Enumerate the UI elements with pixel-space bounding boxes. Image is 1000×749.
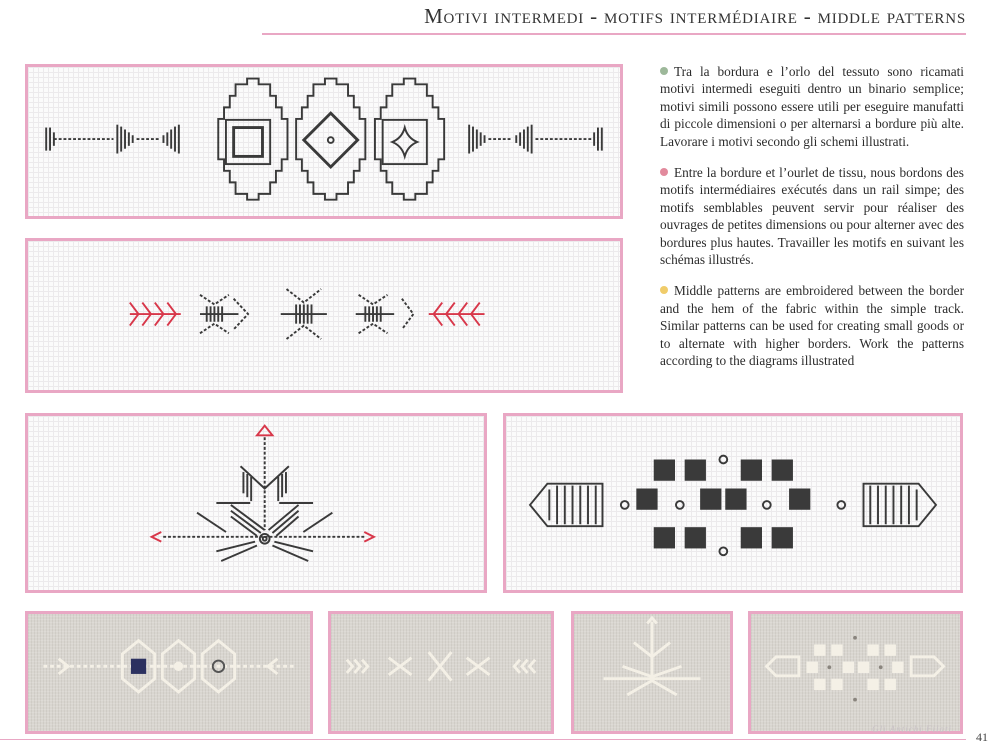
paragraph-italian-text: Tra la bordura e l’orlo del tessuto sono ricamati motivi intermedi eseguiti dentro un binario semplice; motivi simili possono essere utili per eseguire manufatti di piccole dimensioni o per alternarsi a bordure più alte. Lavorare i motivi secondo gli schemi illustrati. — [660, 64, 964, 149]
paragraph-french — [660, 164, 964, 268]
bullet-dot-green — [660, 67, 668, 75]
red-arrow-tips — [152, 426, 374, 542]
title-rule — [262, 33, 966, 35]
diamond-motif-center — [296, 79, 365, 200]
diamond-motif-right — [375, 79, 444, 200]
pattern-diagram-1 — [25, 64, 623, 219]
diagram-4-drawing — [506, 416, 960, 590]
flower-motif — [163, 437, 366, 561]
footer-rule — [0, 739, 966, 740]
photo-pattern-3 — [571, 611, 733, 734]
pattern-diagram-4 — [503, 413, 963, 593]
embroidery-photo-4 — [751, 614, 960, 731]
cross-motif-right — [356, 295, 414, 333]
photo-pattern-4 — [748, 611, 963, 734]
right-arrow-stitches — [469, 125, 602, 154]
embroidery-photo-1 — [28, 614, 310, 731]
paragraph-italian — [660, 63, 964, 150]
embroidery-photo-2 — [331, 614, 551, 731]
paragraph-french-text: Entre la bordure et l’ourlet de tissu, nous bordons des motifs intermédiaires exécutés dans un rail simpe; des motifs semblables peuvent servir pour réaliser des ouvrages de petites dimensions ou pour alterner avec des bordures plus hautes. Travailler les motifs en suivant les schémas illustrés. — [660, 165, 964, 268]
diagram-2-drawing — [28, 241, 620, 390]
pattern-diagram-2 — [25, 238, 623, 393]
paragraph-english-text: Middle patterns are embroidered between the border and the hem of the fabric within the simple track. Similar patterns can be used for creating small goods or to alternate with higher borders. Work the patterns according to the diagrams illustrated — [660, 283, 964, 369]
cross-motif-left — [200, 295, 248, 333]
cross-motif-center — [281, 289, 327, 339]
diamond-motif-left — [218, 79, 287, 200]
description-text — [660, 63, 964, 384]
left-arrow-stitches — [46, 125, 179, 154]
diagram-3-drawing — [28, 416, 484, 590]
embroidery-photo-3 — [574, 614, 730, 731]
footer-brand: Gli Antichi Filati — [872, 724, 952, 734]
bullet-dot-yellow — [660, 286, 668, 294]
pattern-diagram-3 — [25, 413, 487, 593]
photo-pattern-2 — [328, 611, 554, 734]
bullet-dot-pink — [660, 168, 668, 176]
paragraph-english — [660, 282, 964, 369]
pattern-4-blocks — [636, 460, 810, 549]
page-title: Motivi intermedi - motifs intermédiaire - middle patterns — [424, 4, 966, 28]
photo-pattern-1 — [25, 611, 313, 734]
page-number: 41 — [976, 730, 988, 744]
diagram-1-drawing — [28, 67, 620, 216]
